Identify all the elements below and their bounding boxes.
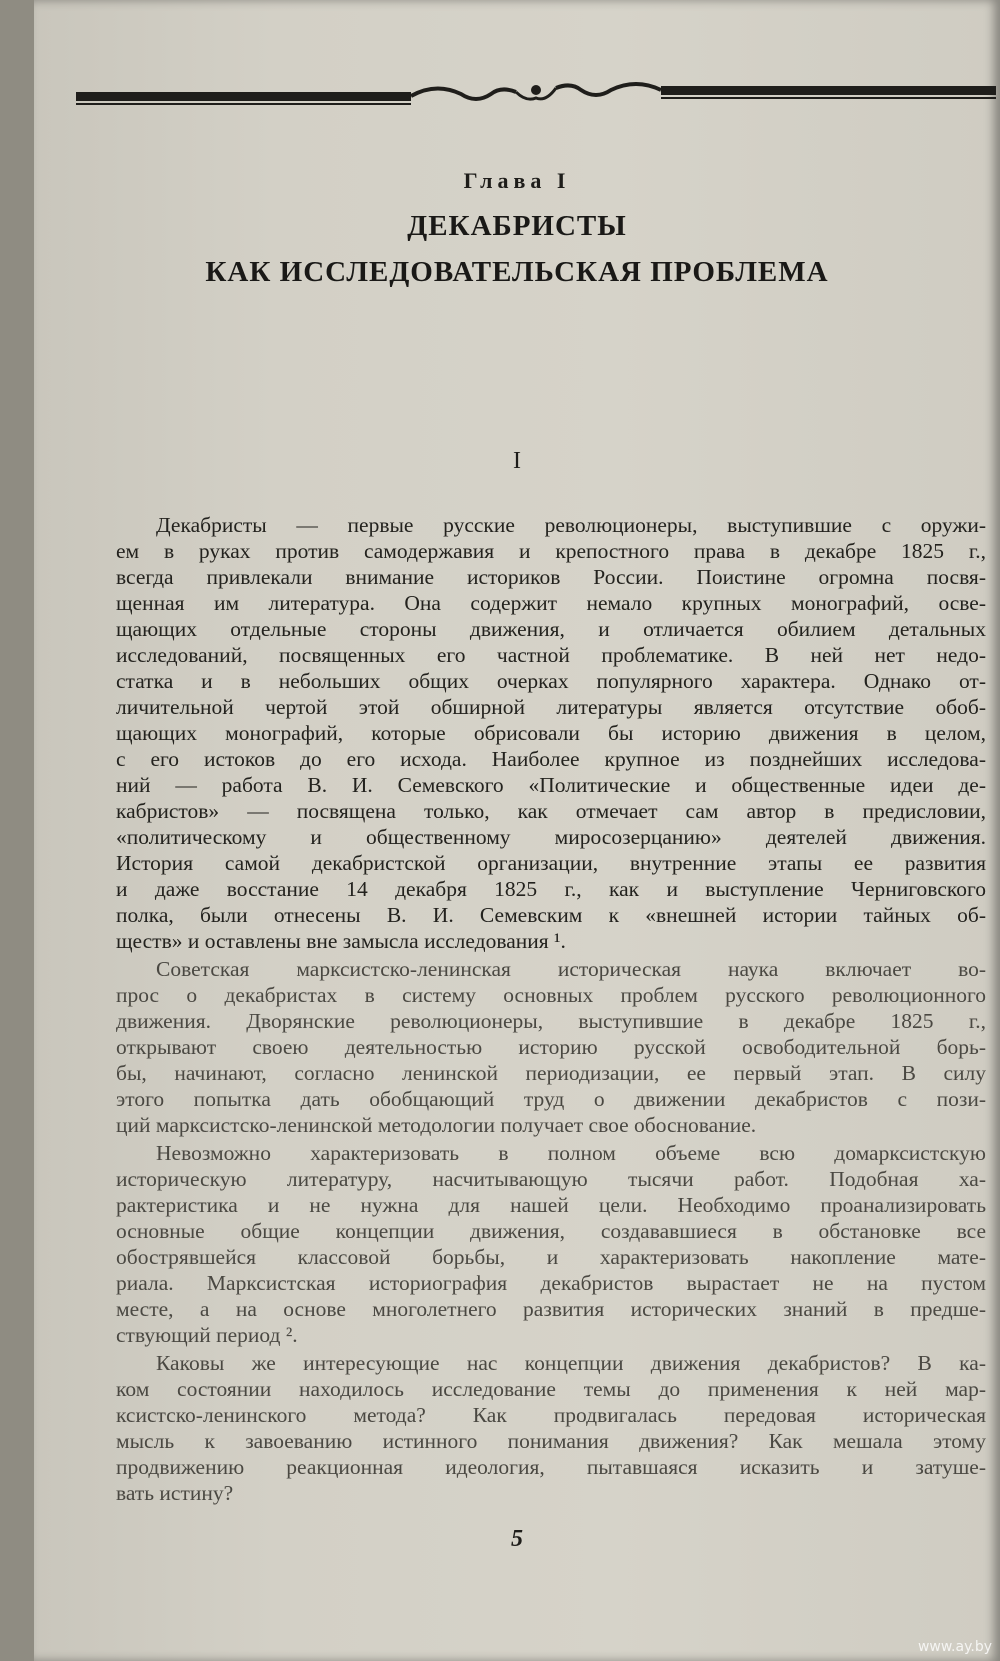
text-line: «политическому и общественному миросозерцанию» деятелей движения. [116,825,986,849]
chapter-label: Глава I [463,168,571,193]
text-line: щенная им литература. Она содержит немало крупных монографий, осве- [116,591,986,615]
text-line: Невозможно характеризовать в полном объеме всю домарксистскую [156,1141,986,1165]
text-line: прос о декабристах в систему основных проблем русского революционного [116,983,986,1007]
text-line: историческую литературу, насчитывающую тысячи работ. Подобная ха- [116,1167,986,1191]
chapter-title-line-1: ДЕКАБРИСТЫ [407,210,627,242]
text-line: рактеристика и не нужна для нашей цели. Необходимо проанализировать [116,1193,986,1217]
text-line: ем в руках против самодержавия и крепостного права в декабре 1825 г., [116,539,986,563]
text-line: этого попытка дать обобщающий труд о движении декабристов с пози- [116,1087,986,1111]
page-number: 5 [511,1526,523,1552]
text-line: Советская марксистско-ленинская историческая наука включает во- [156,957,986,981]
chapter-title-line-2: КАК ИССЛЕДОВАТЕЛЬСКАЯ ПРОБЛЕМА [205,256,829,288]
watermark: www.ay.by [917,1639,992,1655]
text-line: движения. Дворянские революционеры, выступившие в декабре 1825 г., [116,1009,986,1033]
text-line: ком состоянии находилось исследование темы до применения к ней мар- [116,1377,986,1401]
text-line: обострявшейся классовой борьбы, и характеризовать накопление мате- [116,1245,986,1269]
text-line: ций марксистско-ленинской методологии получает свое обоснование. [116,1113,757,1137]
text-line: месте, а на основе многолетнего развития исторических знаний в предше- [116,1297,986,1321]
header-ornament [76,78,996,118]
section-numeral: I [513,448,521,474]
text-line: исследований, посвященных его частной проблематике. В ней нет недо- [116,643,986,667]
text-line: личительной чертой этой обширной литературы является отсутствие обоб- [116,695,986,719]
text-line: и даже восстание 14 декабря 1825 г., как и выступление Черниговского [116,877,986,901]
text-line: щающих монографий, которые обрисовали бы историю движения в целом, [116,721,986,745]
text-line: продвижению реакционная идеология, пытавшаяся исказить и затуше- [116,1455,986,1479]
text-line: риала. Марксистская историография декабристов вырастает не на пустом [116,1271,986,1295]
text-line: Декабристы — первые русские революционеры, выступившие с оружи- [156,513,986,537]
text-line: История самой декабристской организации, внутренние этапы ее развития [116,851,986,875]
text-line: мысль к завоеванию истинного понимания движения? Как мешала этому [116,1429,986,1453]
book-page [34,0,1000,1661]
text-line: с его истоков до его исхода. Наиболее крупное из позднейших исследова- [116,747,986,771]
text-line: полка, были отнесены В. И. Семевским к «внешней истории тайных об- [116,903,986,927]
text-line: ществ» и оставлены вне замысла исследования ¹. [116,929,566,953]
text-line: кабристов» — посвящена только, как отмечает сам автор в предисловии, [116,799,986,823]
text-line: бы, начинают, согласно ленинской периодизации, ее первый этап. В силу [116,1061,986,1085]
text-line: щающих отдельные стороны движения, и отличается обилием детальных [116,617,986,641]
text-line: ний — работа В. И. Семевского «Политические и общественные идеи де- [116,773,986,797]
text-line: основные общие концепции движения, создававшиеся в обстановке все [116,1219,986,1243]
text-line: статка и в небольших общих очерках популярного характера. Однако от- [116,669,986,693]
text-line: вать истину? [116,1481,234,1505]
text-line: всегда привлекали внимание историков России. Поистине огромна посвя- [116,565,986,589]
text-line: Каковы же интересующие нас концепции движения декабристов? В ка- [156,1351,986,1375]
text-line: открывают своею деятельностью историю русской освободительной борь- [116,1035,986,1059]
text-line: ксистско-ленинского метода? Как продвигалась передовая историческая [116,1403,986,1427]
text-line: ствующий период ². [116,1323,298,1347]
